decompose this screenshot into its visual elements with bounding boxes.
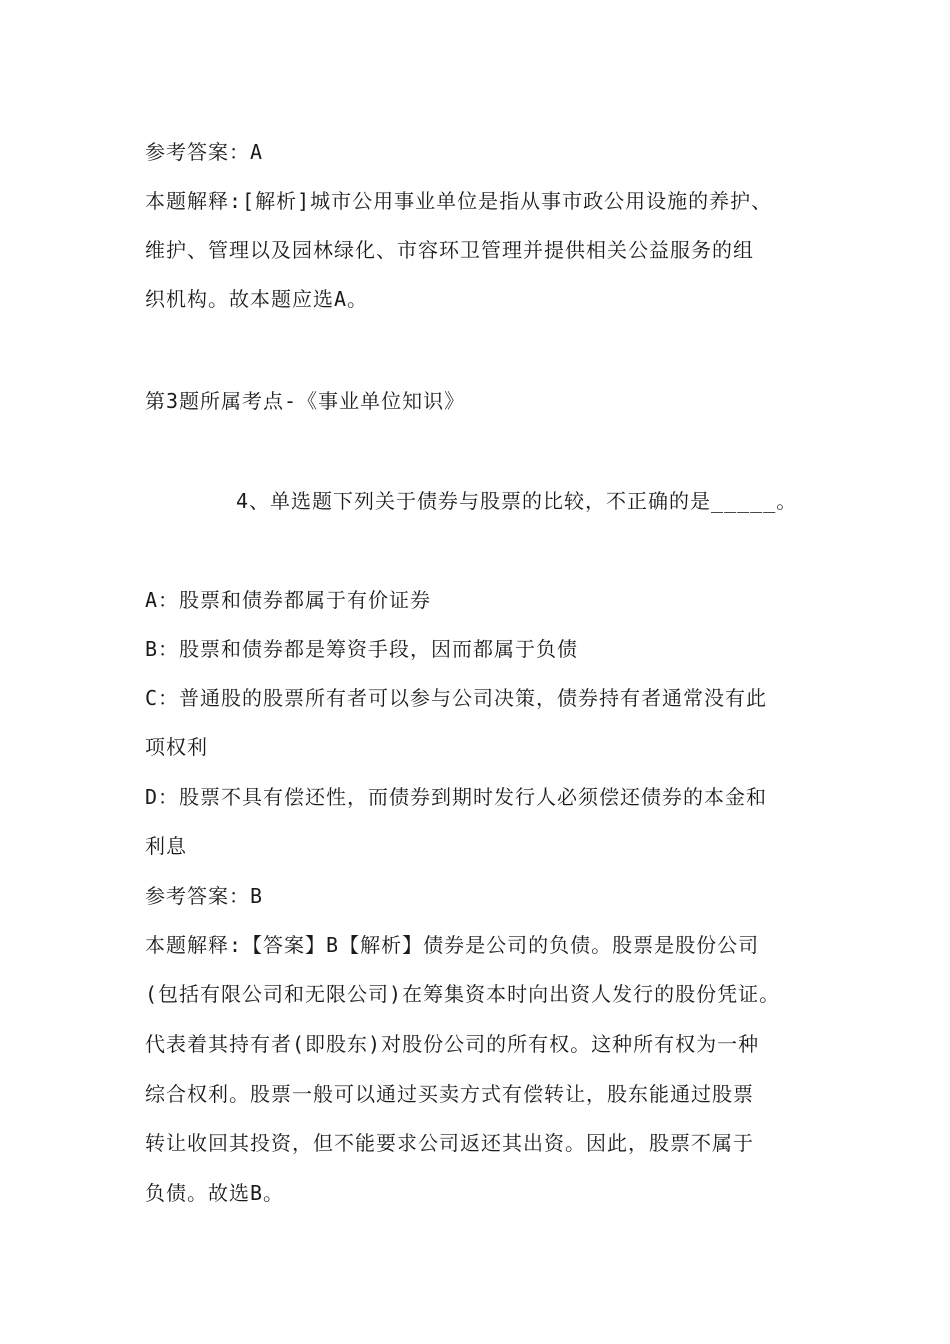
q4-option-line: A：股票和债券都属于有价证券 [145, 588, 432, 612]
q4-answer: 参考答案：B [145, 884, 264, 908]
q3-topic: 第3题所属考点-《事业单位知识》 [145, 389, 466, 413]
q4-option-line: C：普通股的股票所有者可以参与公司决策，债券持有者通常没有此 [145, 686, 768, 710]
q4-option-line: 项权利 [145, 735, 208, 759]
q4-explanation-line: (包括有限公司和无限公司)在筹集资本时向出资人发行的股份凭证。 [145, 982, 781, 1006]
q4-option-line: D：股票不具有偿还性，而债券到期时发行人必须偿还债券的本金和 [145, 785, 768, 809]
q4-option-line: B：股票和债券都是筹资手段，因而都属于负债 [145, 637, 579, 661]
q3-explanation-line: 织机构。故本题应选A。 [145, 287, 369, 311]
q4-explanation-line: 转让收回其投资，但不能要求公司返还其出资。因此，股票不属于 [145, 1131, 754, 1155]
q4-explanation-line: 本题解释:【答案】B【解析】债券是公司的负债。股票是股份公司 [145, 933, 760, 957]
q3-explanation-line: 维护、管理以及园林绿化、市容环卫管理并提供相关公益服务的组 [145, 238, 754, 262]
q4-explanation-line: 综合权利。股票一般可以通过买卖方式有偿转让，股东能通过股票 [145, 1082, 754, 1106]
q3-answer: 参考答案：A [145, 140, 264, 164]
q4-explanation-line: 负债。故选B。 [145, 1181, 285, 1205]
q3-explanation-line: 本题解释:[解析]城市公用事业单位是指从事市政公用设施的养护、 [145, 189, 773, 213]
q4-explanation-line: 代表着其持有者(即股东)对股份公司的所有权。这种所有权为一种 [145, 1032, 760, 1056]
q4-question: 4、单选题下列关于债券与股票的比较，不正确的是_____。 [236, 489, 798, 513]
q4-option-line: 利息 [145, 834, 187, 858]
